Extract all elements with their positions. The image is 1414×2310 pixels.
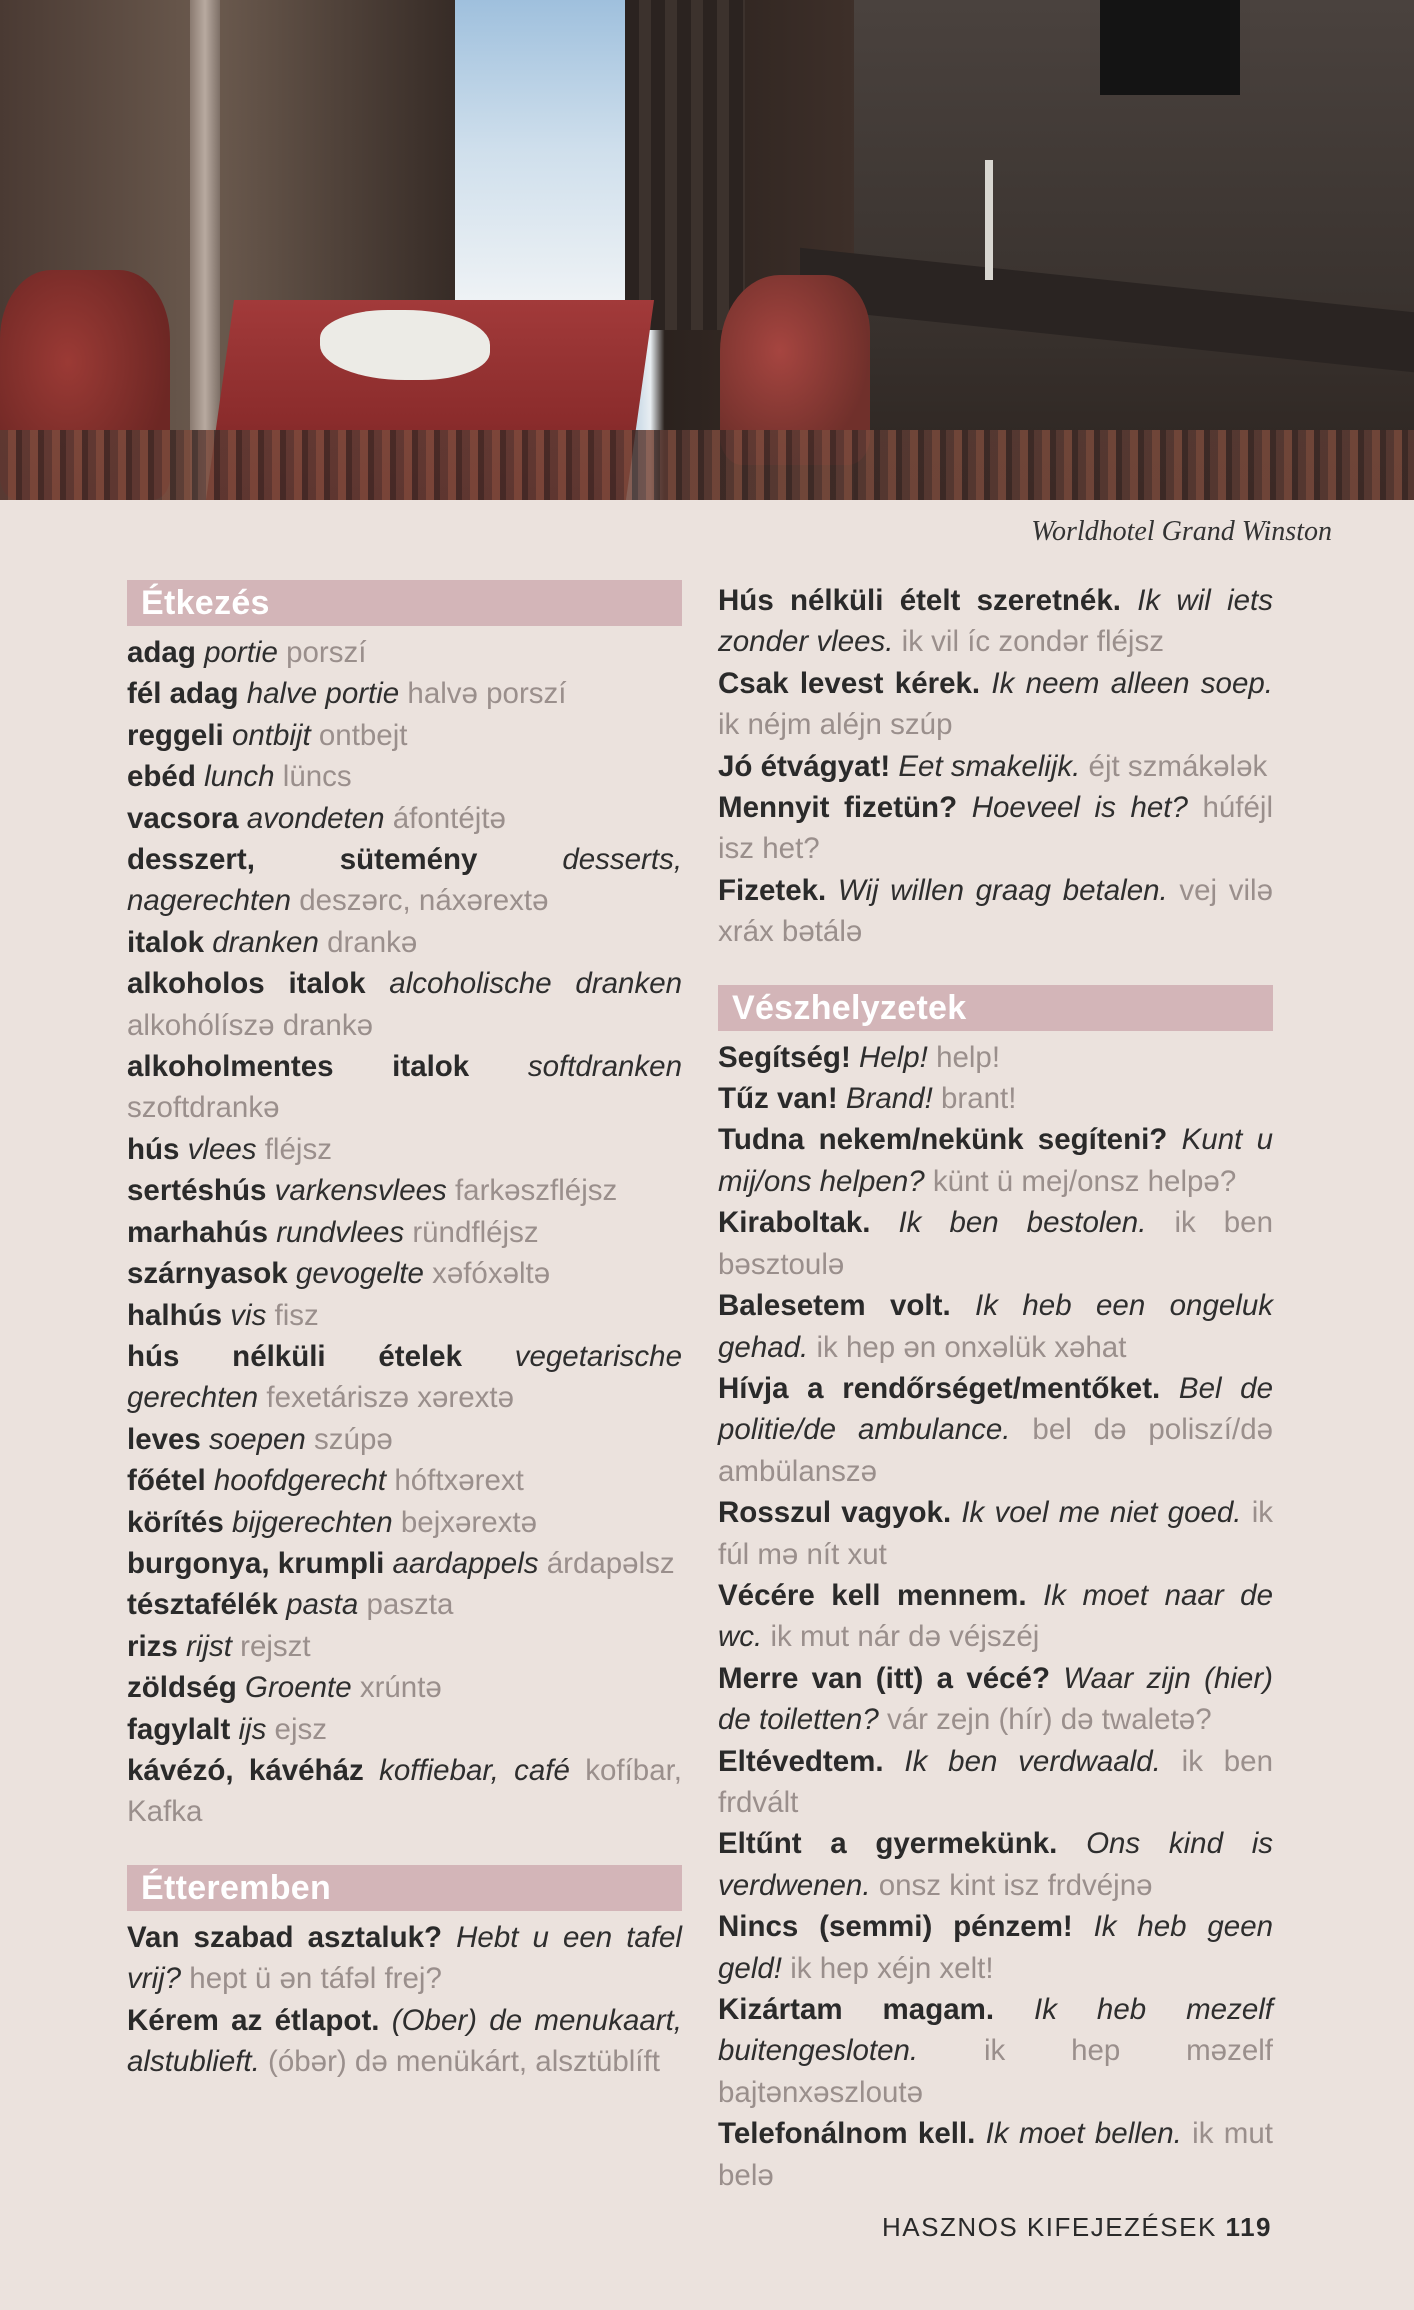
dutch-phrase: bijgerechten [231, 1505, 393, 1539]
dutch-phrase: Ik neem alleen soep. [991, 666, 1273, 700]
phrase-entry [127, 1750, 682, 1833]
phrase-entry [718, 1741, 1273, 1824]
pronunciation: fisz [274, 1298, 319, 1332]
hungarian-phrase: szárnyasok [127, 1257, 288, 1291]
dutch-phrase: soepen [209, 1422, 306, 1456]
hungarian-phrase: Balesetem volt. [718, 1289, 951, 1323]
hungarian-phrase: halhús [127, 1298, 223, 1332]
hungarian-phrase: Hús nélküli ételt szeretnék. [718, 584, 1121, 617]
hungarian-phrase: Van szabad asztaluk? [127, 1920, 443, 1954]
pronunciation: xrúntə [359, 1671, 442, 1705]
phrase-entry [718, 663, 1273, 746]
hungarian-phrase: Segítség! [718, 1040, 851, 1074]
phrase-list-etkezes [127, 632, 682, 1833]
phrase-entry [127, 1212, 682, 1253]
hungarian-phrase: alkoholmentes italok [127, 1050, 470, 1084]
phrase-entry [127, 632, 682, 673]
pronunciation: árdapəlsz [546, 1546, 675, 1580]
pronunciation: porszí [286, 636, 367, 669]
dutch-phrase: vlees [187, 1132, 257, 1166]
pronunciation: húféjl isz het? [718, 791, 1274, 866]
dutch-phrase: hoofdgerecht [213, 1464, 387, 1498]
phrase-entry [127, 1419, 682, 1460]
dutch-phrase: varkensvlees [274, 1174, 447, 1208]
hungarian-phrase: alkoholos italok [127, 967, 366, 1001]
dutch-phrase: Ik heb een ongeluk gehad. [718, 1289, 1273, 1364]
hungarian-phrase: tésztafélék [127, 1588, 278, 1622]
hungarian-phrase: Kiraboltak. [718, 1206, 871, 1240]
phrase-entry [718, 2113, 1273, 2196]
pronunciation: brant! [940, 1082, 1017, 1116]
left-column [127, 580, 682, 2082]
hungarian-phrase: vacsora [127, 801, 239, 835]
hungarian-phrase: Kizártam magam. [718, 1993, 995, 2026]
dutch-phrase: rundvlees [276, 1215, 405, 1249]
dutch-phrase: vis [230, 1298, 267, 1332]
hungarian-phrase: ebéd [127, 760, 196, 794]
phrase-entry [718, 1492, 1273, 1575]
phrase-entry [127, 963, 682, 1046]
pronunciation: deszərc, náxərextə [299, 884, 549, 918]
pronunciation: halvə porszí [407, 677, 567, 711]
hungarian-phrase: Hívja a rendőrséget/mentőket. [718, 1371, 1161, 1405]
hungarian-phrase: marhahús [127, 1215, 268, 1249]
pronunciation: ik vil íc zondər fléjsz [901, 625, 1164, 659]
dutch-phrase: Ons kind is verdwenen. [718, 1827, 1273, 1902]
dutch-phrase: ontbijt [231, 718, 311, 752]
pronunciation: fléjsz [264, 1132, 332, 1166]
phrase-entry [127, 1336, 682, 1419]
dutch-phrase: avondeten [246, 801, 385, 835]
phrase-entry [127, 1667, 682, 1708]
phrase-entry [718, 1658, 1273, 1741]
phrase-entry [127, 1046, 682, 1129]
dutch-phrase: softdranken [527, 1050, 682, 1084]
dutch-phrase: Ik ben bestolen. [898, 1206, 1147, 1240]
pronunciation: ik fúl mə nít xut [718, 1496, 1273, 1571]
phrase-list-etteremben-continued [718, 580, 1273, 953]
pronunciation: ik mut belə [718, 2117, 1273, 2192]
dutch-phrase: Groente [245, 1671, 352, 1705]
pronunciation: bel də poliszí/də ambülanszə [718, 1413, 1274, 1488]
hungarian-phrase: italok [127, 925, 205, 959]
dutch-phrase: ijs [238, 1712, 267, 1746]
hungarian-phrase: adag [127, 636, 196, 669]
phrase-entry [127, 1295, 682, 1336]
phrase-entry [718, 787, 1273, 870]
pronunciation: help! [936, 1040, 1001, 1074]
pronunciation: vej vilə xráx bətálə [718, 873, 1273, 949]
hungarian-phrase: főétel [127, 1464, 206, 1498]
hungarian-phrase: körítés [127, 1505, 224, 1539]
phrase-entry [127, 1626, 682, 1667]
hungarian-phrase: zöldség [127, 1671, 237, 1705]
dutch-phrase: Ik heb geen geld! [718, 1910, 1274, 1985]
hungarian-phrase: Eltűnt a gyermekünk. [718, 1827, 1058, 1861]
hungarian-phrase: Mennyit fizetün? [718, 791, 958, 825]
pronunciation: ründfléjsz [412, 1215, 539, 1249]
pronunciation: künt ü mej/onsz helpə? [932, 1164, 1237, 1198]
phrase-entry [127, 1253, 682, 1294]
pronunciation: lüncs [282, 760, 352, 794]
dutch-phrase: (Ober) de menukaart, alstublieft. [127, 2003, 682, 2078]
pronunciation: drankə [327, 925, 418, 959]
phrase-entry [718, 1989, 1273, 2113]
pronunciation: hept ü ən táfəl frej? [189, 1962, 442, 1996]
dutch-phrase: koffiebar, café [379, 1753, 570, 1787]
phrase-entry [127, 1460, 682, 1501]
phrase-entry [127, 673, 682, 714]
phrase-entry [127, 922, 682, 963]
dutch-phrase: Ik moet naar de wc. [718, 1578, 1273, 1654]
pronunciation: éjt szmákələk [1088, 749, 1268, 783]
dutch-phrase: Wij willen graag betalen. [837, 873, 1168, 907]
hungarian-phrase: leves [127, 1422, 201, 1456]
pronunciation: ejsz [274, 1712, 328, 1746]
phrase-entry [718, 1575, 1273, 1658]
dutch-phrase: Kunt u mij/ons helpen? [718, 1123, 1273, 1198]
dutch-phrase: rijst [186, 1629, 232, 1663]
hotel-room-photo [0, 0, 1414, 500]
phrase-entry [127, 1502, 682, 1543]
dutch-phrase: Ik heb mezelf buitengesloten. [718, 1993, 1273, 2068]
phrase-entry [127, 1170, 682, 1211]
hungarian-phrase: Merre van (itt) a vécé? [718, 1661, 1050, 1695]
phrase-entry [127, 1917, 682, 2000]
phrase-entry [718, 1285, 1273, 1368]
photo-caption: Worldhotel Grand Winston [1031, 516, 1332, 547]
dutch-phrase: Ik wil iets zonder vlees. [718, 584, 1273, 659]
hungarian-phrase: rizs [127, 1629, 178, 1663]
phrase-entry [718, 580, 1273, 663]
hungarian-phrase: fél adag [127, 677, 239, 711]
dutch-phrase: Hoeveel is het? [971, 791, 1188, 825]
hungarian-phrase: kávézó, kávéház [127, 1753, 364, 1787]
phrase-entry [127, 2000, 682, 2083]
hungarian-phrase: hús nélküli ételek [127, 1339, 462, 1373]
pronunciation: ik hep məzelf bajtənxəszloutə [718, 2034, 1273, 2109]
phrase-entry [718, 1078, 1273, 1119]
hungarian-phrase: Rosszul vagyok. [718, 1496, 952, 1530]
dutch-phrase: Bel de politie/de ambulance. [718, 1371, 1273, 1447]
pronunciation: ik hep xéjn xelt! [790, 1951, 994, 1985]
pronunciation: (óbər) də menükárt, alsztüblíft [268, 2045, 660, 2078]
dutch-phrase: Eet smakelijk. [898, 749, 1081, 783]
hungarian-phrase: Csak levest kérek. [718, 666, 981, 700]
hungarian-phrase: Eltévedtem. [718, 1744, 884, 1778]
page-footer [882, 2212, 1272, 2243]
pronunciation: ik ben bəsztoulə [718, 1206, 1273, 1281]
hungarian-phrase: Nincs (semmi) pénzem! [718, 1910, 1073, 1944]
pronunciation: xəfóxəltə [432, 1257, 551, 1291]
pronunciation: ik ben frdvált [718, 1744, 1273, 1819]
pronunciation: fexetáriszə xərextə [266, 1381, 515, 1415]
pronunciation: hóftxərext [394, 1464, 524, 1498]
dutch-phrase: Ik voel me niet goed. [961, 1496, 1242, 1530]
hungarian-phrase: Fizetek. [718, 873, 827, 907]
pronunciation: ik mut nár də véjszéj [770, 1620, 1040, 1654]
hungarian-phrase: Tudna nekem/nekünk segíteni? [718, 1123, 1168, 1157]
pronunciation: vár zejn (hír) də twaletə? [886, 1703, 1212, 1737]
pronunciation: farkəszfléjsz [454, 1174, 618, 1208]
phrase-entry [127, 839, 682, 922]
hungarian-phrase: Tűz van! [718, 1082, 838, 1116]
pronunciation: bejxərextə [400, 1505, 537, 1539]
dutch-phrase: pasta [286, 1588, 359, 1622]
dutch-phrase: alcoholische dranken [389, 967, 683, 1001]
dutch-phrase: aardappels [392, 1546, 539, 1580]
dutch-phrase: Waar zijn (hier) de toiletten? [718, 1661, 1273, 1737]
dutch-phrase: portie [204, 636, 278, 669]
pronunciation: alkohólíszə drankə [127, 1008, 373, 1042]
hungarian-phrase: Telefonálnom kell. [718, 2117, 976, 2151]
phrase-entry [718, 1119, 1273, 1202]
hungarian-phrase: burgonya, krumpli [127, 1546, 385, 1580]
hungarian-phrase: Kérem az étlapot. [127, 2003, 380, 2037]
section-heading-etteremben: Étteremben [127, 1865, 682, 1911]
phrase-entry [718, 870, 1273, 953]
phrase-entry [127, 756, 682, 797]
phrase-list-etteremben [127, 1917, 682, 2083]
phrase-entry [718, 1202, 1273, 1285]
section-heading-veszhelyzetek: Vészhelyzetek [718, 985, 1273, 1031]
phrase-list-veszhelyzetek [718, 1037, 1273, 2196]
section-heading-etkezes: Étkezés [127, 580, 682, 626]
dutch-phrase: Hebt u een tafel vrij? [127, 1920, 682, 1996]
phrase-entry [127, 1584, 682, 1625]
dutch-phrase: Ik moet bellen. [985, 2117, 1182, 2151]
pronunciation: rejszt [240, 1629, 311, 1663]
hungarian-phrase: sertéshús [127, 1174, 267, 1208]
pronunciation: ik hep ən onxəlük xəhat [816, 1330, 1127, 1364]
right-column [718, 580, 1273, 2196]
page-number: 119 [1225, 2212, 1272, 2242]
hungarian-phrase: desszert, sütemény [127, 843, 478, 877]
phrase-entry [127, 1709, 682, 1750]
dutch-phrase: Brand! [845, 1082, 933, 1116]
phrase-entry [127, 715, 682, 756]
pronunciation: áfontéjtə [392, 801, 506, 835]
pronunciation: onsz kint isz frdvéjnə [878, 1868, 1153, 1902]
pronunciation: ik néjm aléjn szúp [718, 708, 953, 742]
phrase-entry [718, 1823, 1273, 1906]
dutch-phrase: vegetarische gerechten [127, 1339, 682, 1415]
dutch-phrase: Ik ben verdwaald. [904, 1744, 1161, 1778]
hungarian-phrase: hús [127, 1132, 180, 1166]
dutch-phrase: dranken [212, 925, 319, 959]
pronunciation: paszta [366, 1588, 454, 1622]
hungarian-phrase: Jó étvágyat! [718, 749, 891, 783]
phrase-entry [718, 1368, 1273, 1492]
phrase-entry [127, 1129, 682, 1170]
phrase-entry [718, 1037, 1273, 1078]
dutch-phrase: lunch [204, 760, 275, 794]
dutch-phrase: Help! [858, 1040, 928, 1074]
pronunciation: szúpə [314, 1422, 393, 1456]
dutch-phrase: gevogelte [295, 1257, 424, 1291]
footer-label: HASZNOS KIFEJEZÉSEK [882, 2212, 1217, 2242]
hungarian-phrase: Vécére kell mennem. [718, 1578, 1027, 1612]
hungarian-phrase: fagylalt [127, 1712, 231, 1746]
pronunciation: ontbejt [318, 718, 408, 752]
phrase-entry [127, 798, 682, 839]
dutch-phrase: halve portie [246, 677, 400, 711]
pronunciation: kofíbar, Kafka [127, 1753, 682, 1829]
pronunciation: szoftdrankə [127, 1091, 280, 1125]
phrase-entry [718, 746, 1273, 787]
phrase-entry [127, 1543, 682, 1584]
phrase-entry [718, 1906, 1273, 1989]
hungarian-phrase: reggeli [127, 718, 224, 752]
dutch-phrase: desserts, nagerechten [127, 843, 683, 918]
